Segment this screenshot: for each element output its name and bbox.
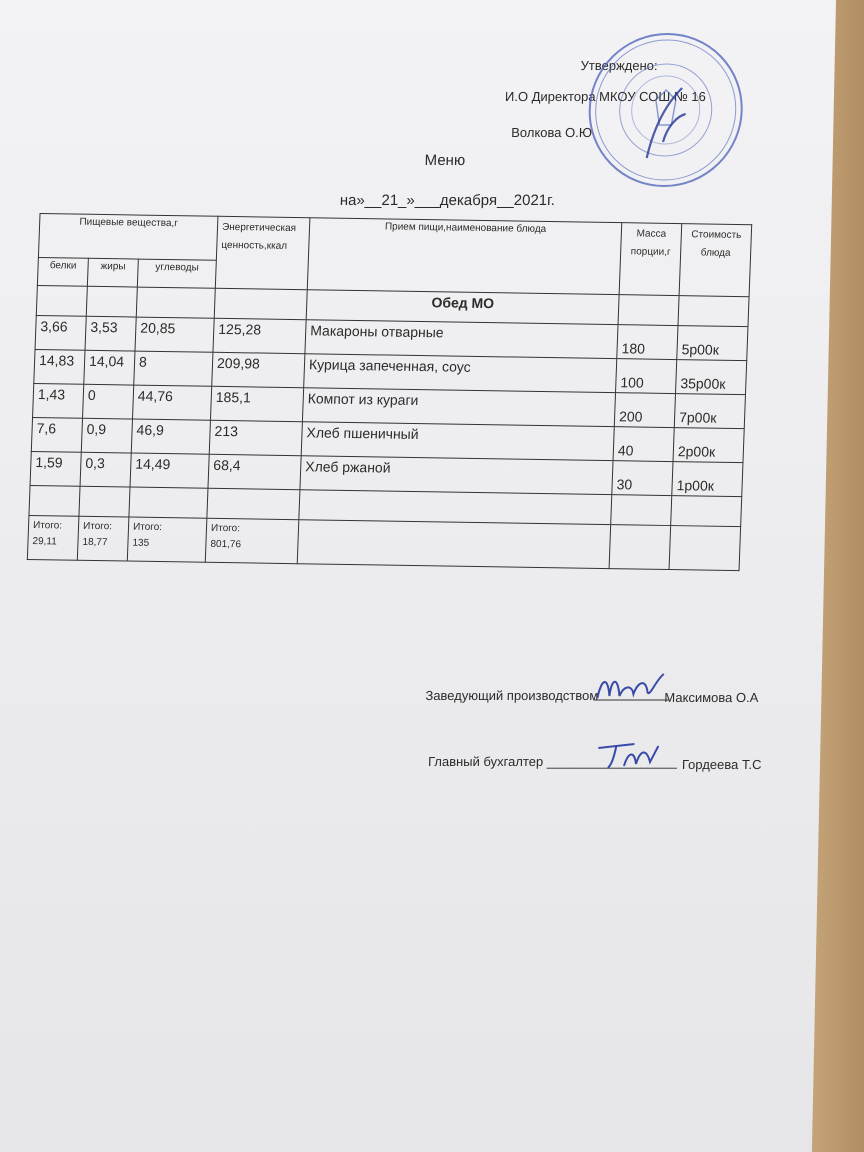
manager-signature-icon: [593, 668, 674, 708]
cell-proteins: 7,6: [31, 417, 82, 452]
cell-mass: 100: [616, 359, 677, 394]
header-energy: Энергетическая ценность,ккал: [215, 216, 310, 289]
cell-cost: 5р00к: [677, 326, 748, 361]
cell-proteins: 14,83: [34, 349, 85, 384]
manager-name: Максимова О.А: [664, 690, 759, 705]
header-mass: Масса порции,г: [619, 223, 682, 296]
cell-dish: Хлеб пшеничный: [301, 422, 614, 461]
cell-cost: 35р00к: [676, 360, 747, 395]
cell-energy: 185,1: [210, 386, 303, 421]
cell-fats: 3,53: [85, 316, 136, 351]
cell-dish: Макароны отварные: [305, 320, 618, 359]
cell-carbs: 8: [134, 351, 213, 386]
accountant-label: Главный бухгалтер __________________: [427, 754, 678, 769]
total-fats: Итого: 18,77: [77, 516, 129, 561]
header-dish: Прием пищи,наименование блюда: [307, 218, 621, 295]
date-line: на»__21_»___декабря__2021г.: [339, 192, 556, 209]
cell-carbs: 44,76: [132, 385, 211, 420]
accountant-name: Гордеева Т.С: [681, 757, 762, 772]
header-proteins: белки: [37, 258, 88, 287]
cell-energy: 213: [209, 420, 302, 455]
header-nutrients: Пищевые вещества,г: [38, 214, 218, 261]
cell-carbs: 46,9: [131, 419, 210, 454]
section-title: Обед МО: [306, 290, 619, 325]
cell-dish: Курица запеченная, соус: [304, 354, 617, 393]
cell-mass: 180: [617, 325, 678, 360]
cell-proteins: 1,59: [30, 451, 81, 486]
total-proteins: Итого: 29,11: [27, 515, 79, 560]
cell-energy: 209,98: [212, 352, 305, 387]
cell-dish: Хлеб ржаной: [300, 456, 613, 495]
cell-fats: 0: [83, 384, 134, 419]
cell-cost: 2р00к: [673, 428, 744, 463]
cell-proteins: 3,66: [35, 315, 86, 350]
cell-mass: 200: [614, 393, 675, 428]
cell-fats: 0,9: [81, 418, 132, 453]
header-fats: жиры: [87, 258, 138, 287]
official-seal-stamp: [584, 30, 747, 190]
cell-cost: 1р00к: [672, 462, 743, 497]
total-energy: Итого: 801,76: [205, 518, 299, 563]
total-carbs: Итого: 135: [127, 517, 207, 562]
cell-mass: 30: [612, 461, 673, 496]
header-carbs: углеводы: [137, 259, 216, 288]
cell-energy: 125,28: [213, 318, 306, 353]
cell-proteins: 1,43: [33, 383, 84, 418]
cell-carbs: 14,49: [130, 453, 209, 488]
director-name: Волкова О.Ю: [511, 125, 593, 140]
approved-label: Утверждено:: [580, 58, 658, 73]
cell-fats: 0,3: [80, 452, 131, 487]
cell-fats: 14,04: [84, 350, 135, 385]
cell-dish: Компот из кураги: [302, 388, 615, 427]
director-line: И.О Директора МКОУ СОШ № 16: [504, 89, 706, 104]
manager-label: Заведующий производством: [425, 688, 599, 703]
cell-energy: 68,4: [208, 454, 301, 489]
cell-cost: 7р00к: [674, 394, 745, 429]
header-cost: Стоимость блюда: [679, 224, 752, 297]
accountant-signature-icon: [594, 738, 675, 772]
cell-mass: 40: [613, 427, 674, 462]
cell-carbs: 20,85: [135, 317, 214, 352]
menu-table: [27, 213, 752, 571]
document-title: Меню: [424, 152, 466, 169]
